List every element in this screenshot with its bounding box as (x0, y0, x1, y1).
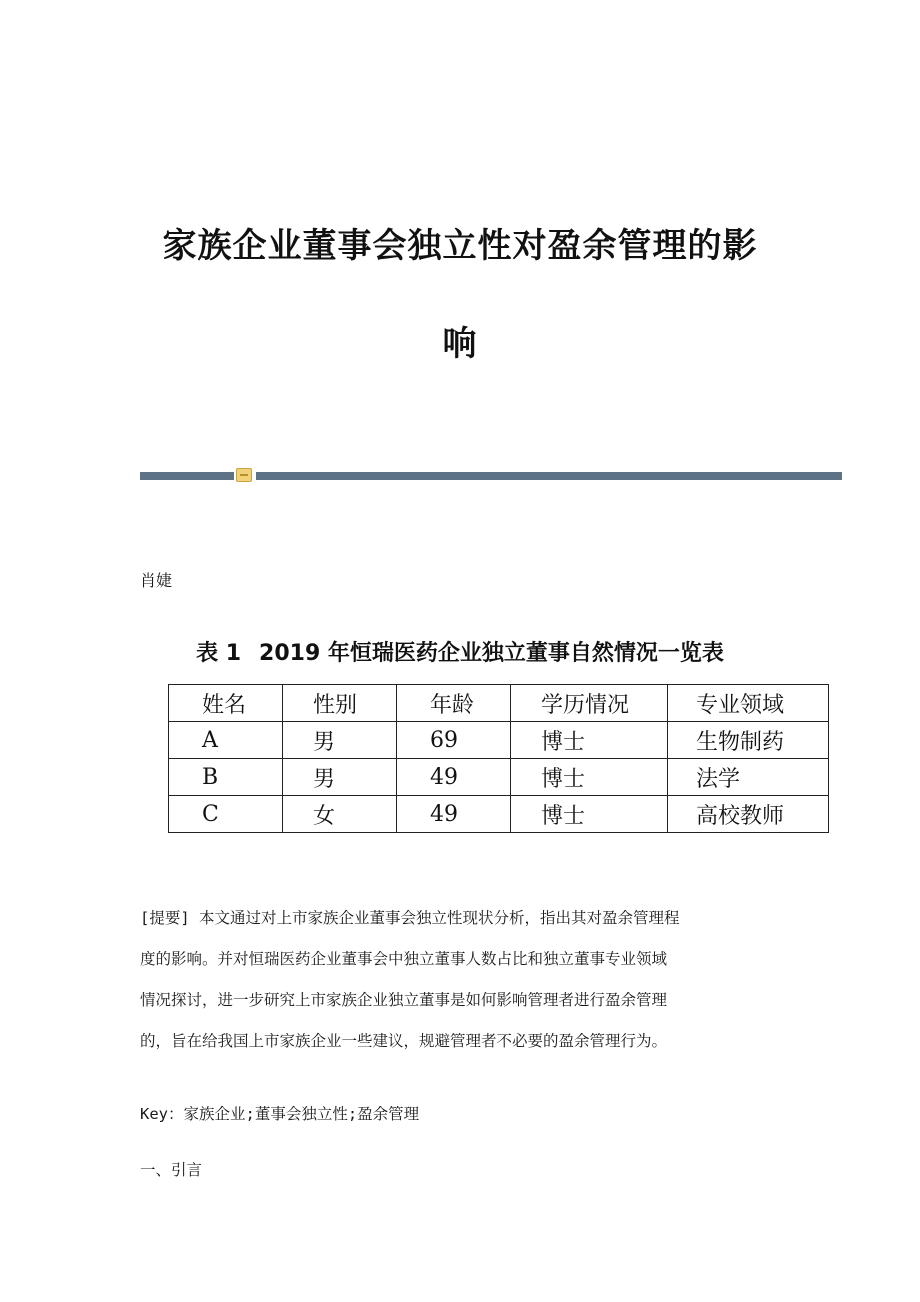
table-row (169, 722, 829, 759)
table-header-row (169, 685, 829, 722)
table-header-cell: 姓名 (169, 685, 283, 722)
abstract (140, 898, 790, 1062)
table-cell: 法学 (668, 759, 829, 796)
table-header-cell: 性别 (283, 685, 397, 722)
keywords: Key：家族企业;董事会独立性;盈余管理 (140, 1105, 420, 1123)
table-row (169, 759, 829, 796)
table-header-cell: 专业领域 (668, 685, 829, 722)
document-title-line-2: 响 (442, 324, 478, 364)
table-cell: 69 (397, 722, 511, 759)
table-cell: 博士 (511, 796, 668, 833)
director-info-table (168, 684, 829, 833)
title-divider-right (256, 472, 842, 480)
abstract-line: 的，旨在给我国上市家族企业一些建议，规避管理者不必要的盈余管理行为。 (140, 1032, 668, 1050)
table-header-cell: 年龄 (397, 685, 511, 722)
document-title-line-1: 家族企业董事会独立性对盈余管理的影 (162, 226, 758, 266)
table-cell: 49 (397, 759, 511, 796)
abstract-line: 情况探讨，进一步研究上市家族企业独立董事是如何影响管理者进行盈余管理 (140, 991, 668, 1009)
table-cell: B (169, 759, 283, 796)
table-row (169, 796, 829, 833)
table-cell: 生物制药 (668, 722, 829, 759)
section-heading-introduction: 一、引言 (140, 1161, 203, 1179)
abstract-line: [提要] 本文通过对上市家族企业董事会独立性现状分析，指出其对盈余管理程 (140, 909, 680, 927)
table-cell: 女 (283, 796, 397, 833)
table-cell: 49 (397, 796, 511, 833)
table-caption-text: 2019 年恒瑞医药企业独立董事自然情况一览表 (259, 641, 724, 666)
title-divider-left (140, 472, 234, 480)
table-cell: 男 (283, 722, 397, 759)
table-header-cell: 学历情况 (511, 685, 668, 722)
table-caption (0, 636, 920, 667)
table-cell: C (169, 796, 283, 833)
table-cell: A (169, 722, 283, 759)
table-cell: 男 (283, 759, 397, 796)
abstract-line: 度的影响。并对恒瑞医药企业董事会中独立董事人数占比和独立董事专业领域 (140, 950, 668, 968)
table-cell: 博士 (511, 759, 668, 796)
table-cell: 高校教师 (668, 796, 829, 833)
table-caption-number: 表 1 (196, 641, 242, 666)
divider-badge-icon (236, 468, 252, 482)
table-cell: 博士 (511, 722, 668, 759)
author-name: 肖婕 (140, 571, 173, 590)
